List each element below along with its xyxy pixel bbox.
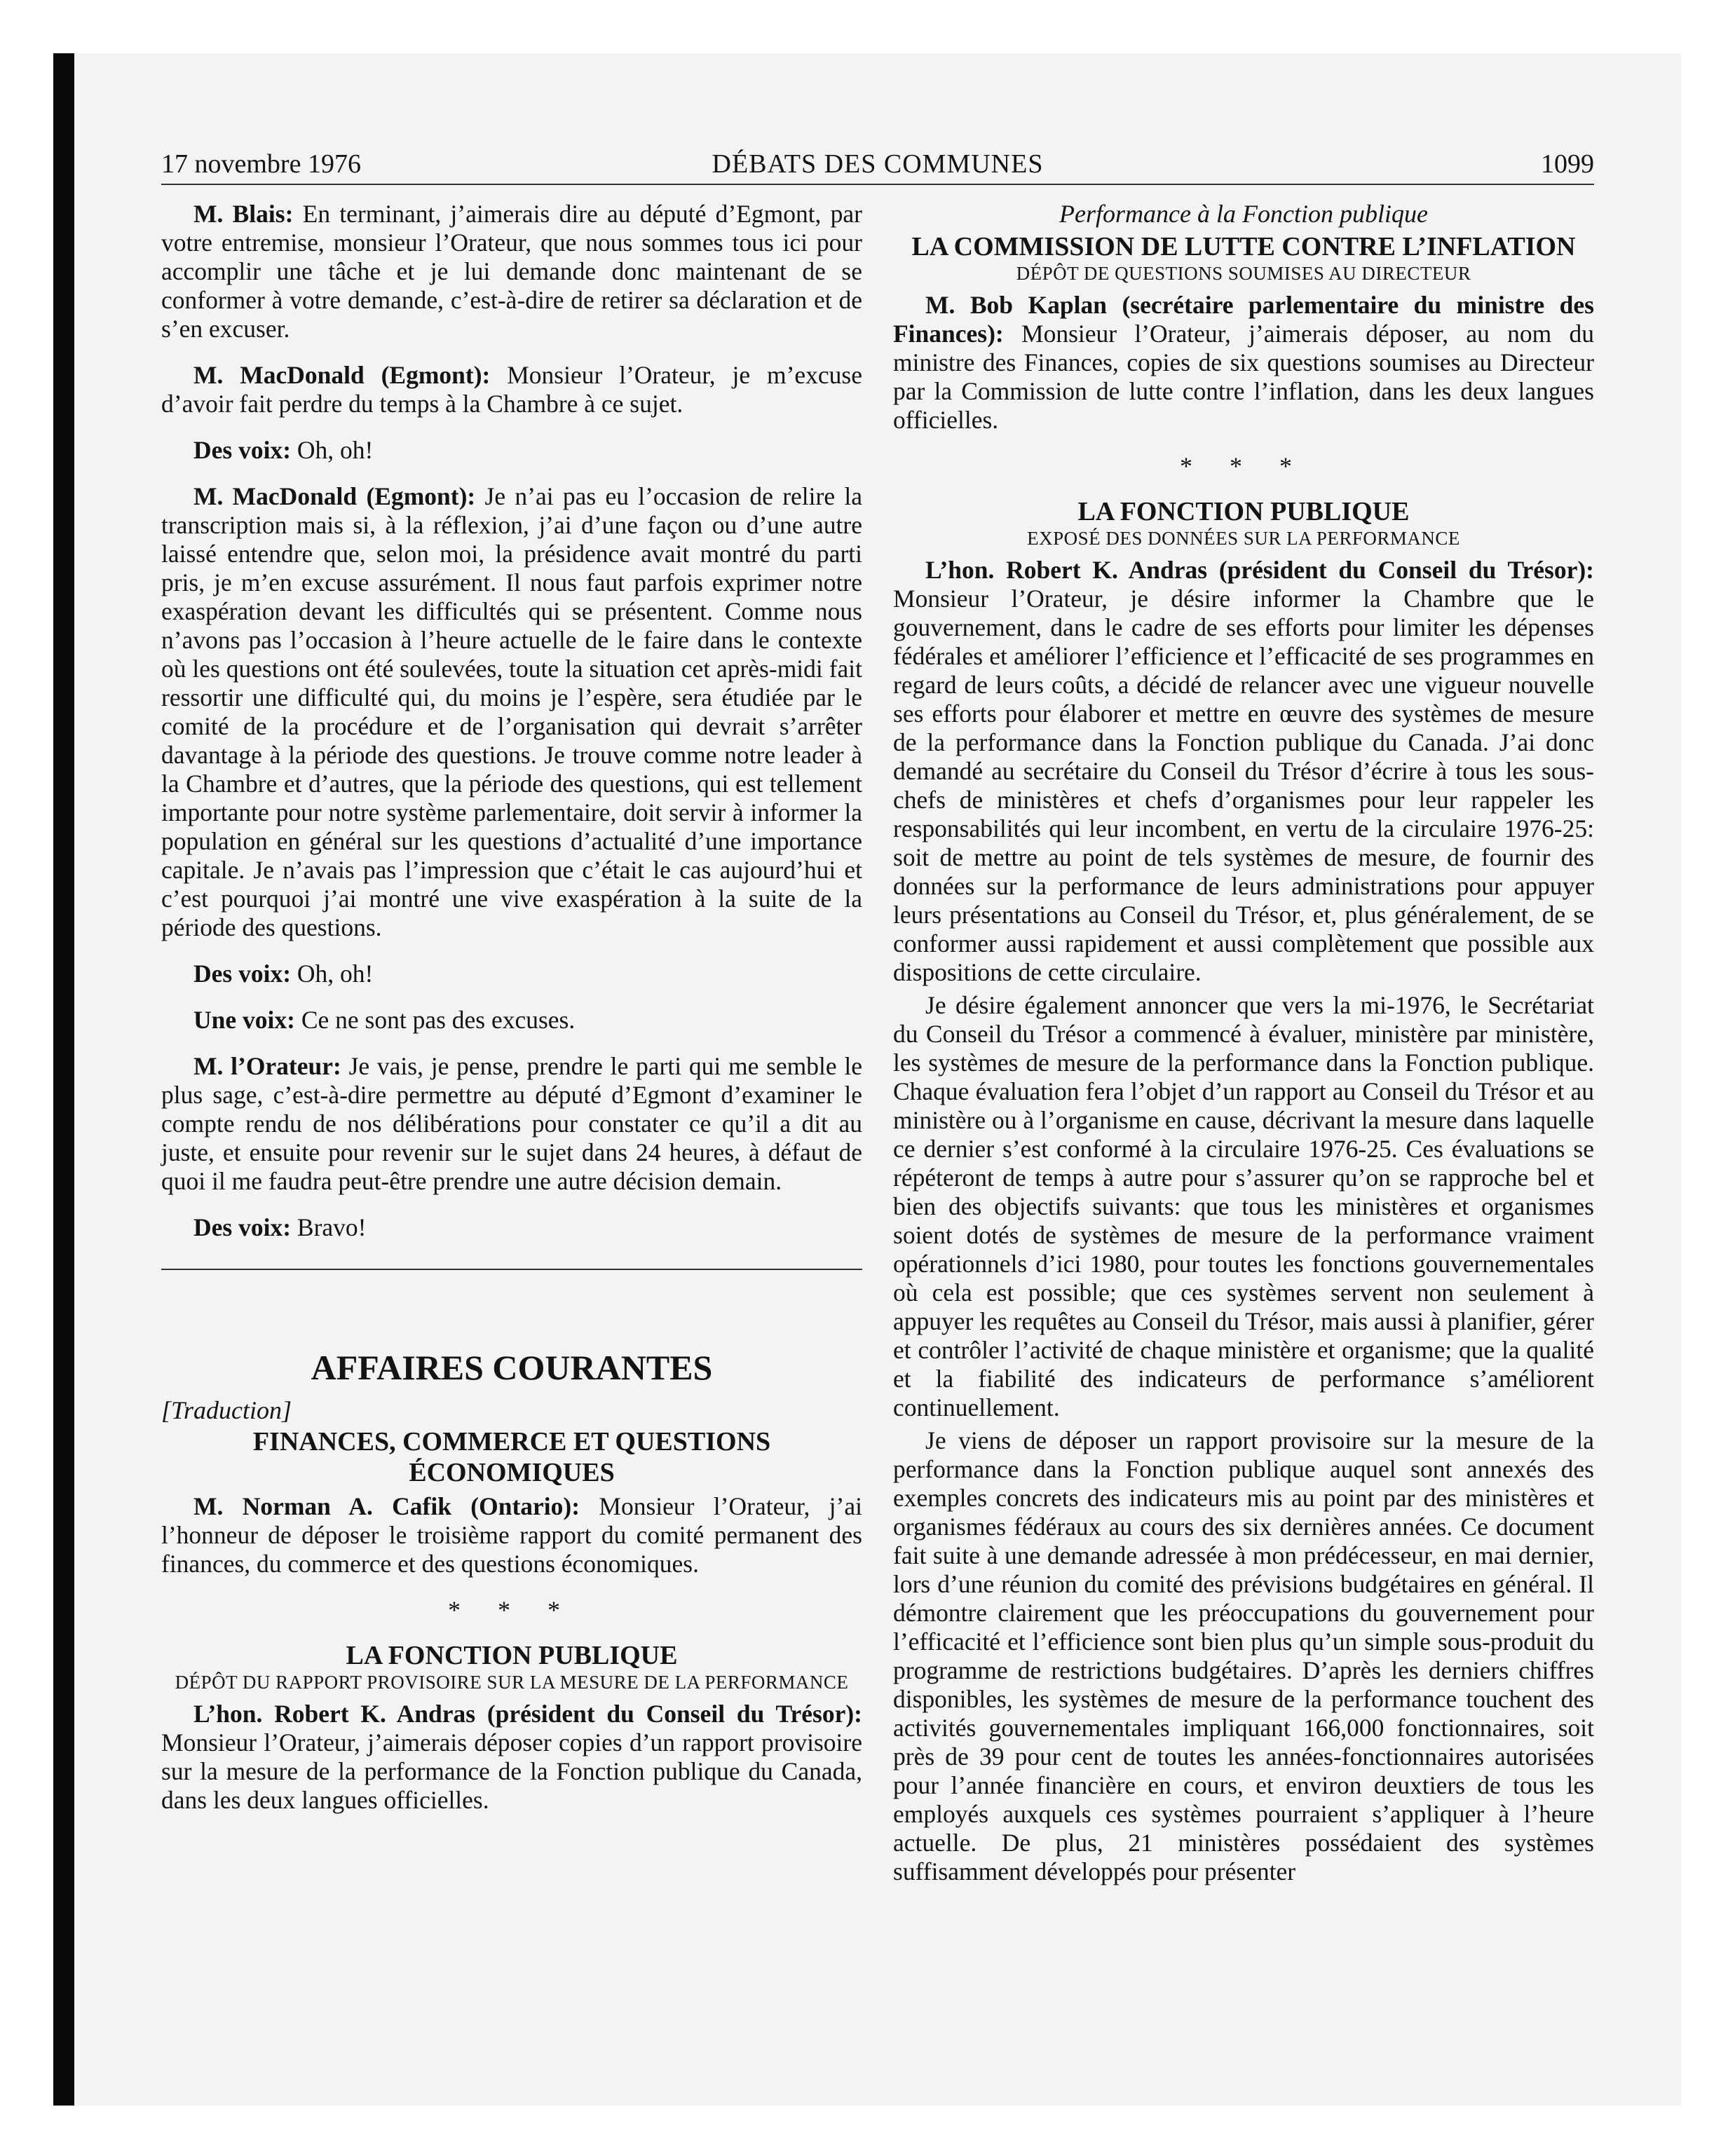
paragraph-andras-2 <box>893 556 1594 987</box>
heading-finances-line1: FINANCES, COMMERCE ET QUESTIONS <box>252 1427 771 1456</box>
speech-text: Ce ne sont pas des excuses. <box>294 1006 576 1034</box>
paragraph-kaplan <box>893 291 1594 435</box>
speech-text: Monsieur l’Orateur, j’ai l’honneur de déposer le troisième rapport du comité permanent des finances, du commerce et des questions économiques. <box>161 1492 862 1578</box>
paragraph-cafik <box>161 1492 862 1578</box>
speaker-name: L’hon. Robert K. Andras (président du Conseil du Trésor): <box>925 556 1594 584</box>
section-title-affaires-courantes: AFFAIRES COURANTES <box>311 1348 713 1387</box>
right-column <box>893 200 1594 1886</box>
page-number: 1099 <box>1541 149 1594 179</box>
paragraph-blais <box>161 200 862 343</box>
speech-text: Je vais, je pense, prendre le parti qui me semble le plus sage, c’est-à-dire permettre au député d’Egmont d’examiner le compte rendu de nos délibérations pour constater ce qu’il a dit au juste, et ensuite pour revenir sur le sujet dans 24 heures, à défaut de quoi il me faudra peut-être prendre une autre décision demain. <box>161 1052 862 1195</box>
paragraph-orateur <box>161 1052 862 1196</box>
subheading-expose-donnees: EXPOSÉ DES DONNÉES SUR LA PERFORMANCE <box>1027 528 1460 549</box>
speech-text: Je n’ai pas eu l’occasion de relire la transcription mais si, à la réflexion, j’ai d’une façon ou d’une autre laissé entendre que, selon moi, la présidence avait montré du parti pris, je m’en excuse assurément. Il nous faut parfois exprimer notre exaspération devant les difficultés qui se présentent. Comme nous n’avons pas l’occasion à l’heure actuelle de le faire dans le contexte où les questions ont été soulevées, toute la situation cet après-midi fait ressortir une difficulté qui, du moins je l’espère, sera étudiée par le comité de la procédure et de l’organisation qui devrait s’arrêter davantage à la période des questions. Je trouve comme notre leader à la Chambre et d’autres, que la période des questions, qui est tellement importante pour notre système parlementaire, doit servir à informer la population en général sur les questions d’actualité d’une importance capitale. Je n’avais pas l’impression que c’était le cas aujourd’hui et c’est pourquoi j’ai montré une vive exaspération à la suite de la période des questions. <box>161 482 862 941</box>
heading-commission-inflation: LA COMMISSION DE LUTTE CONTRE L’INFLATION <box>911 232 1576 261</box>
paragraph-rapport-provisoire: Je viens de déposer un rapport provisoire sur la mesure de la performance dans la Fonction publique auquel sont annexés des exemples concrets des indicateurs mis au point par des ministères et organismes fédéraux au cours des six dernières années. Ce document fait suite à une demande adressée à mon prédécesseur, en mai dernier, lors d’une réunion du comité des prévisions budgétaires en général. Il démontre clairement que les préoccupations du gouvernement pour l’efficacité et l’efficience sont bien plus qu’un simple sous-produit du programme de restrictions budgétaires. D’après les derniers chiffres disponibles, les systèmes de mesure de la performance touchent des activités gouvernementales impliquant 166,000 fonctionnaires, soit près de 39 pour cent de toutes les années-fonctionnaires autorisées pour l’année financière en cours, et environ deuxtiers de tous les employés auxquels ces systèmes pourraient s’appliquer à l’heure actuelle. De plus, 21 ministères possédaient des systèmes suffisamment développés pour présenter <box>893 1426 1594 1885</box>
header-rule <box>161 184 1594 185</box>
rubric-performance: Performance à la Fonction publique <box>1059 200 1428 228</box>
speaker-name: Une voix: <box>193 1006 295 1034</box>
speaker-name: L’hon. Robert K. Andras (président du Conseil du Trésor): <box>193 1700 862 1728</box>
paragraph-andras-1 <box>161 1700 862 1815</box>
heading-finances-line2: ÉCONOMIQUES <box>409 1458 615 1487</box>
speech-text: Oh, oh! <box>291 436 374 464</box>
speaker-name: M. MacDonald (Egmont): <box>193 361 491 389</box>
document-page <box>161 140 1594 2103</box>
header-date: 17 novembre 1976 <box>161 149 361 179</box>
speaker-name: Des voix: <box>193 1213 292 1241</box>
section-divider <box>161 1269 862 1270</box>
speech-text: Monsieur l’Orateur, je m’excuse d’avoir fait perdre du temps à la Chambre à ce sujet. <box>161 361 862 418</box>
traduction-note: [Traduction] <box>161 1396 292 1424</box>
speaker-name: M. Blais: <box>193 200 294 228</box>
speech-text: Bravo! <box>291 1213 367 1241</box>
paragraph-voice <box>161 1006 862 1035</box>
paragraph-voices-2 <box>161 960 862 988</box>
speaker-name: Des voix: <box>193 436 292 464</box>
speech-text: Monsieur l’Orateur, j’aimerais déposer, au nom du ministre des Finances, copies de six questions soumises au Directeur par la Commission de lutte contre l’inflation, dans les deux langues officielles. <box>893 320 1594 434</box>
speech-text: Oh, oh! <box>291 960 374 988</box>
paragraph-evaluation: Je désire également annoncer que vers la mi-1976, le Secrétariat du Conseil du Trésor a commencé à évaluer, ministère par ministère, les systèmes de mesure de la performance dans la Fonction publique. Chaque évaluation fera l’objet d’un rapport au Conseil du Trésor et au ministère ou à l’organisme en cause, décrivant la mesure dans laquelle ce dernier s’est conformé à la circulaire 1976-25. Ces évaluations se répéteront de temps à autre pour s’assurer qu’on se rapproche bel et bien des objectifs suivants: que tous les ministères et organismes soient dotés de systèmes de mesure de la performance vraiment opérationnels d’ici 1980, pour toutes les fonctions gouvernementales où cela est possible; que ces systèmes servent non seulement à appuyer les requêtes au Conseil du Trésor, mais aussi à planifier, gérer et contrôler l’activité de chaque ministère et organisme; que la qualité et la fiabilité des indicateurs de performance s’améliorent continuellement. <box>893 991 1594 1421</box>
subheading-depot-rapport: DÉPÔT DU RAPPORT PROVISOIRE SUR LA MESURE DE LA PERFORMANCE <box>175 1672 849 1693</box>
speaker-name: M. Norman A. Cafik (Ontario): <box>193 1492 580 1520</box>
subheading-depot-questions: DÉPÔT DE QUESTIONS SOUMISES AU DIRECTEUR <box>1016 263 1471 284</box>
speaker-name: Des voix: <box>193 960 292 988</box>
header-title: DÉBATS DES COMMUNES <box>712 149 1044 179</box>
speaker-name: M. Bob Kaplan (secrétaire parlementaire du ministre des Finances): <box>893 291 1594 348</box>
speech-text: En terminant, j’aimerais dire au député d’Egmont, par votre entremise, monsieur l’Orateur, que nous sommes tous ici pour accomplir une tâche et je lui demande donc maintenant de se conformer à votre demande, c’est-à-dire de retirer sa déclaration et de s’en excuser. <box>161 200 862 343</box>
paragraph-voices-3 <box>161 1213 862 1242</box>
speech-text: Monsieur l’Orateur, je désire informer la Chambre que le gouvernement, dans le cadre de ses efforts pour limiter les dépenses fédérales et améliorer l’efficience et l’efficacité de ses programmes en regard de leurs coûts, a décidé de relancer avec une vigueur nouvelle ses efforts pour élaborer et mettre en œuvre des systèmes de mesure de la performance dans la Fonction publique du Canada. J’ai donc demandé au secrétaire du Conseil du Trésor d’écrire à tous les sous-chefs de ministères et chefs d’organismes pour leur rappeler les responsabilités qui leur incombent, en vertu de la circulaire 1976-25: soit de mettre au point de tels systèmes de mesure, de fournir des données sur la performance de leurs administrations pour appuyer leurs présentations au Conseil du Trésor, et, plus généralement, de se conformer aussi rapidement et aussi complètement que possible aux dispositions de cette circulaire. <box>893 585 1594 986</box>
paragraph-macdonald-2 <box>161 482 862 942</box>
heading-fonction-publique: LA FONCTION PUBLIQUE <box>346 1641 678 1670</box>
heading-fonction-publique: LA FONCTION PUBLIQUE <box>1077 497 1410 526</box>
paragraph-voices-1 <box>161 436 862 465</box>
speaker-name: M. l’Orateur: <box>193 1052 341 1080</box>
section-separator-stars: * * * <box>448 1596 576 1624</box>
scan-binding-edge <box>53 53 74 2106</box>
speaker-name: M. MacDonald (Egmont): <box>193 482 476 510</box>
paragraph-macdonald-1 <box>161 361 862 418</box>
left-column <box>161 200 862 1832</box>
speech-text: Monsieur l’Orateur, j’aimerais déposer copies d’un rapport provisoire sur la mesure de la performance de la Fonction publique du Canada, dans les deux langues officielles. <box>161 1728 862 1814</box>
section-separator-stars: * * * <box>1180 452 1307 480</box>
